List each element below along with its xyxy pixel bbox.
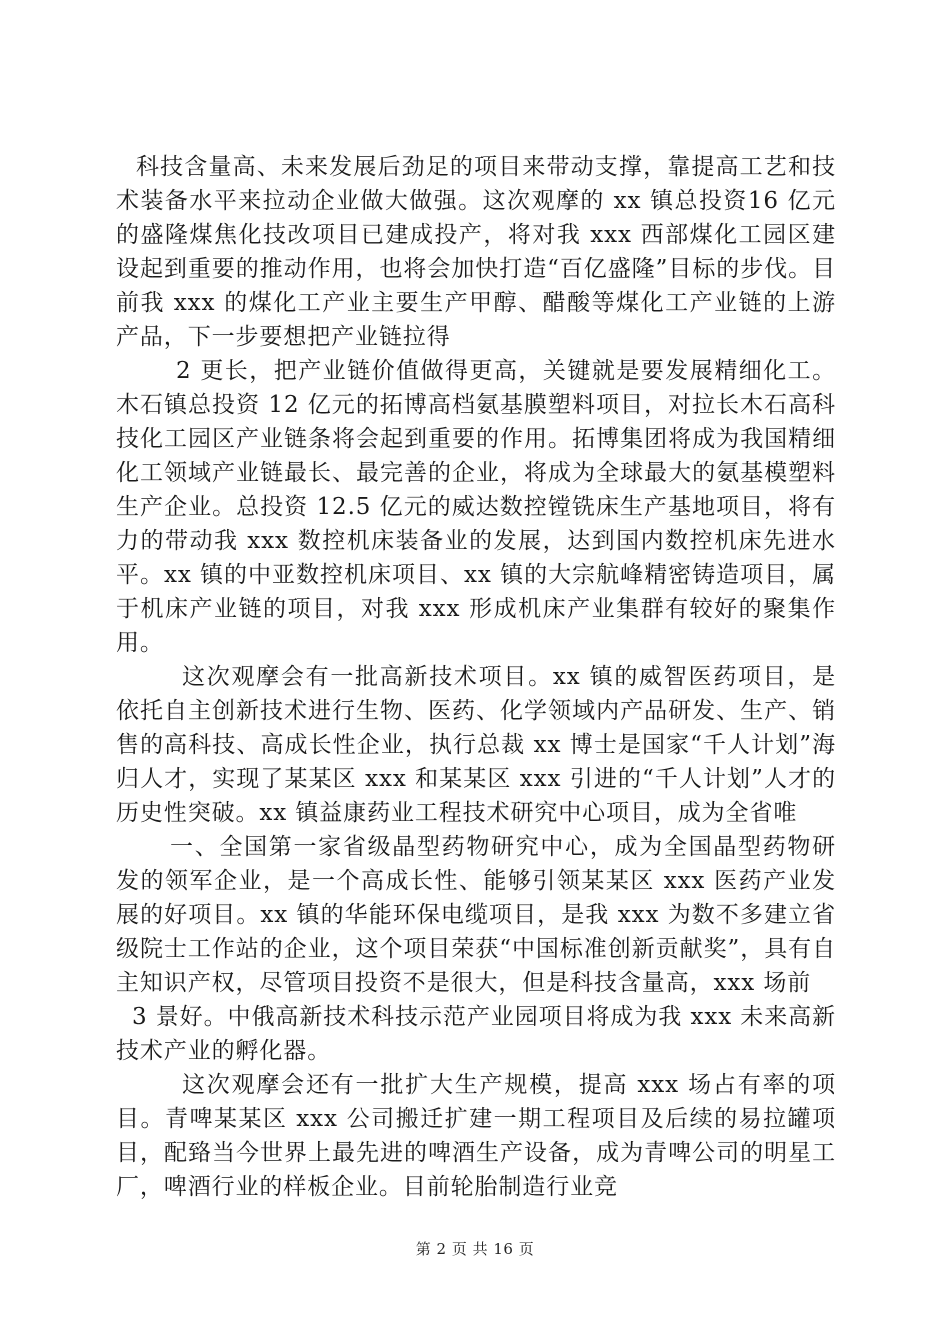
page-number-footer: 第 2 页 共 16 页 bbox=[415, 1240, 535, 1258]
paragraph-2: 2 更长，把产业链价值做得更高，关键就是要发展精细化工。木石镇总投资 12 亿元的拓博高档氨基膜塑料项目，对拉长木石高科技化工园区产业链条将会起到重要的作用。拓博集团将成为我国精细化工领域产业链最长、最完善的企业，将成为全球最大的氨基模塑料生产企业。总投资 12.5 亿元的威达数控镗铣床生产基地项目，将有力的带动我 xxx 数控机床装备业的发展，达到国内数控机床先进水平。xx 镇的中亚数控机床项目、xx 镇的大宗航峰精密铸造项目，属于机床产业链的项目，对我 xxx 形成机床产业集群有较好的聚集作用。 bbox=[116, 358, 836, 656]
paragraph-4: 一、全国第一家省级晶型药物研究中心，成为全国晶型药物研发的领军企业，是一个高成长性、能够引领某某区 xxx 医药产业发展的好项目。xx 镇的华能环保电缆项目，是我 xxx 为数不多建立省级院士工作站的企业，这个项目荣获“中国标准创新贡献奖”，具有自主知识产权，尽管项目投资不是很大，但是科技含量高，xxx 场前 bbox=[116, 834, 836, 996]
document-body bbox=[116, 150, 836, 1204]
paragraph-1: 科技含量高、未来发展后劲足的项目来带动支撑，靠提高工艺和技术装备水平来拉动企业做大做强。这次观摩的 xx 镇总投资16 亿元的盛隆煤焦化技改项目已建成投产，将对我 xxx 西部煤化工园区建设起到重要的推动作用，也将会加快打造“百亿盛隆”目标的步伐。目前我 xxx 的煤化工产业主要生产甲醇、醋酸等煤化工产业链的上游产品，下一步要想把产业链拉得 bbox=[116, 154, 836, 350]
paragraph-3: 这次观摩会有一批高新技术项目。xx 镇的威智医药项目，是依托自主创新技术进行生物、医药、化学领域内产品研发、生产、销售的高科技、高成长性企业，执行总裁 xx 博士是国家“千人计划”海归人才，实现了某某区 xxx 和某某区 xxx 引进的“千人计划”人才的历史性突破。xx 镇益康药业工程技术研究中心项目，成为全省唯 bbox=[116, 664, 836, 826]
paragraph-6: 这次观摩会还有一批扩大生产规模，提高 xxx 场占有率的项目。青啤某某区 xxx 公司搬迁扩建一期工程项目及后续的易拉罐项目，配臵当今世界上最先进的啤酒生产设备，成为青啤公司的明星工厂，啤酒行业的样板企业。目前轮胎制造行业竞 bbox=[116, 1072, 836, 1200]
paragraph-5: 3 景好。中俄高新技术科技示范产业园项目将成为我 xxx 未来高新技术产业的孵化器。 bbox=[116, 1004, 836, 1064]
